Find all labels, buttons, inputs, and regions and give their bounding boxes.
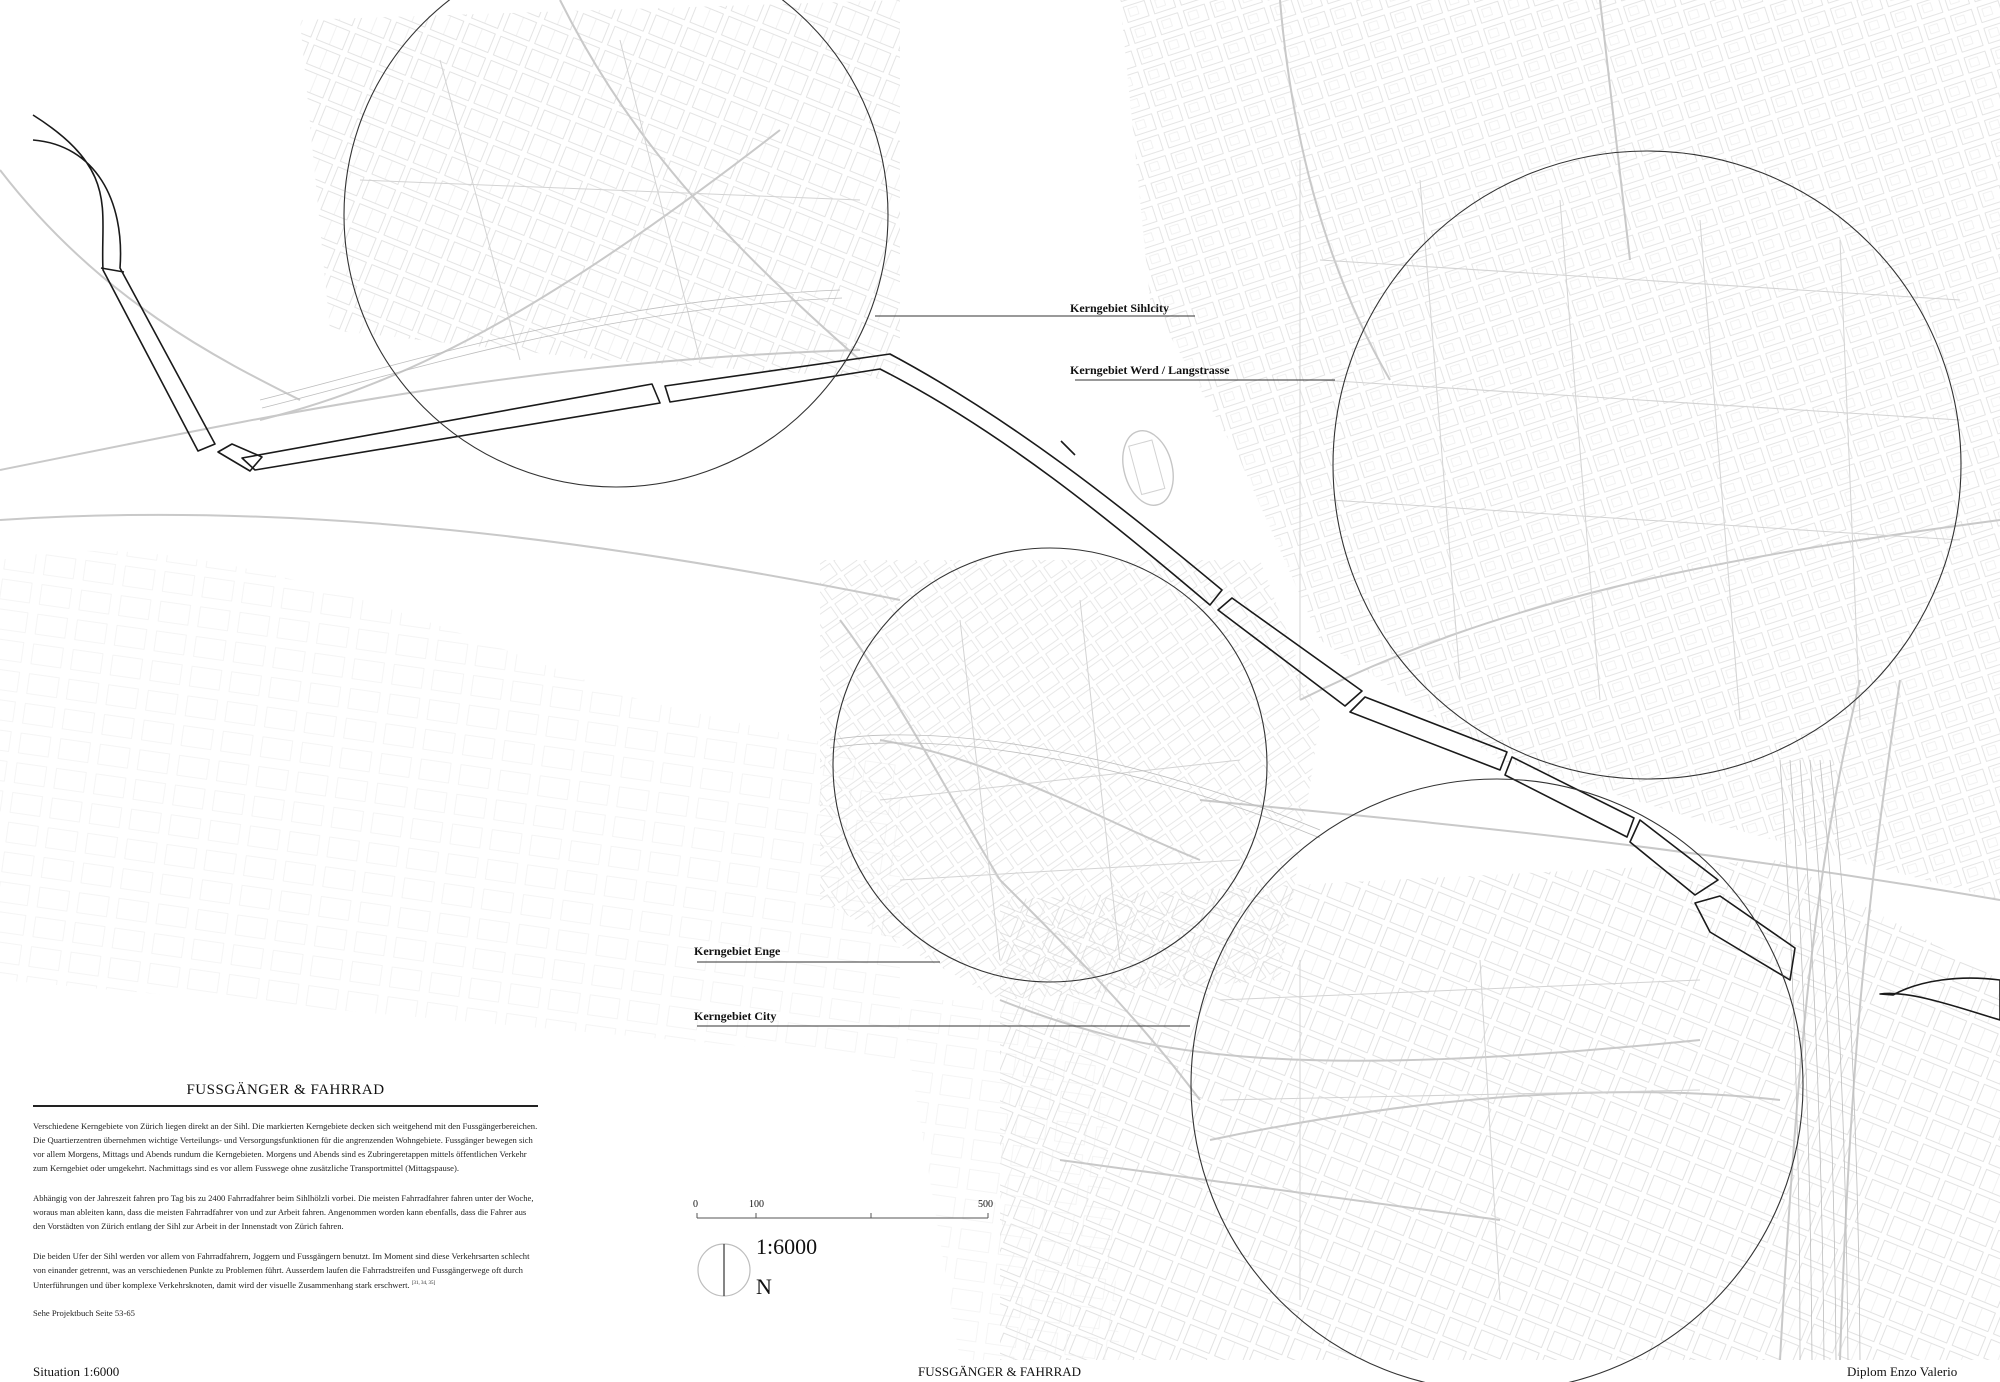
panel-title: FUSSGÄNGER & FAHRRAD (186, 1082, 385, 1098)
description-panel (33, 1082, 538, 1318)
stadium-track (1115, 425, 1181, 511)
footer-right: Diplom Enzo Valerio (1847, 1364, 1958, 1379)
footer-center: FUSSGÄNGER & FAHRRAD (918, 1364, 1082, 1379)
scale-tick-0: 0 (693, 1199, 698, 1210)
callout-city: Kerngebiet City (694, 1009, 777, 1023)
north-label: N (756, 1274, 772, 1299)
paragraph-river-banks-text: Die beiden Ufer der Sihl werden vor allem von Fahrradfahrern, Joggern und Fussgängern benutzt. Im Moment sind diese Verkehrsarten schlecht von einander getrennt, was an verschiedenen Punkte zu Problemen führt. Ausserdem laufen die Fahrradstreifen und Fussgängerwege oft durch Unterführungen und über komplexe Verkehrsknoten, damit wird der visuelle Zusammenhang stark erschwert. (33, 1251, 530, 1290)
footer-left: Situation 1:6000 (33, 1364, 120, 1379)
scale-tick-500: 500 (978, 1199, 993, 1210)
scale-ratio: 1:6000 (756, 1234, 818, 1259)
callout-sihlcity: Kerngebiet Sihlcity (1070, 301, 1169, 315)
paragraph-river-banks (33, 1249, 538, 1292)
paragraph-cyclists: Abhängig von der Jahreszeit fahren pro Tag bis zu 2400 Fahrradfahrer beim Sihlhölzli vorbei. Die meisten Fahrradfahrer fahren unter der Woche, woraus man ableiten kann, dass die meisten Fahrradfahrer von und zur Arbeit fahren. Angenommen worden kann ebenfalls, dass die Fahrer aus den Vorstädten von Zürich entlang der Sihl zur Arbeit in der Innenstadt von Zürich fahren. (33, 1193, 534, 1231)
callout-werd-langstrasse: Kerngebiet Werd / Langstrasse (1070, 363, 1230, 377)
callout-enge: Kerngebiet Enge (694, 944, 781, 958)
scale-tick-100: 100 (749, 1199, 764, 1210)
see-also-note: Sehe Projektbuch Seite 53-65 (33, 1307, 135, 1318)
north-arrow-icon (698, 1244, 750, 1296)
stadium-field (1129, 440, 1165, 495)
reference-marks: [31, 34, 35] (411, 1281, 436, 1286)
paragraph-core-areas: Verschiedene Kerngebiete von Zürich liegen direkt an der Sihl. Die markierten Kerngebiete decken sich weitgehend mit den Fussgängerbereichen. Die Quartierzentren übernehmen wichtige Verteilungs- und Versorgungsfunktionen für die angrenzenden Wohngebiete. Fussgänger bewegen sich vor allem Morgens, Mittags und Abends rundum die Kerngebieten. Morgens und Abends sind es Zubringeretappen mittels öffentlichen Verkehr zum Kerngebiet oder umgekehrt. Nachmittags sind es vor allem Fusswege ohne zusätzliche Transportmittel (Mittagspause). (33, 1121, 538, 1173)
panel-divider (33, 1105, 538, 1107)
